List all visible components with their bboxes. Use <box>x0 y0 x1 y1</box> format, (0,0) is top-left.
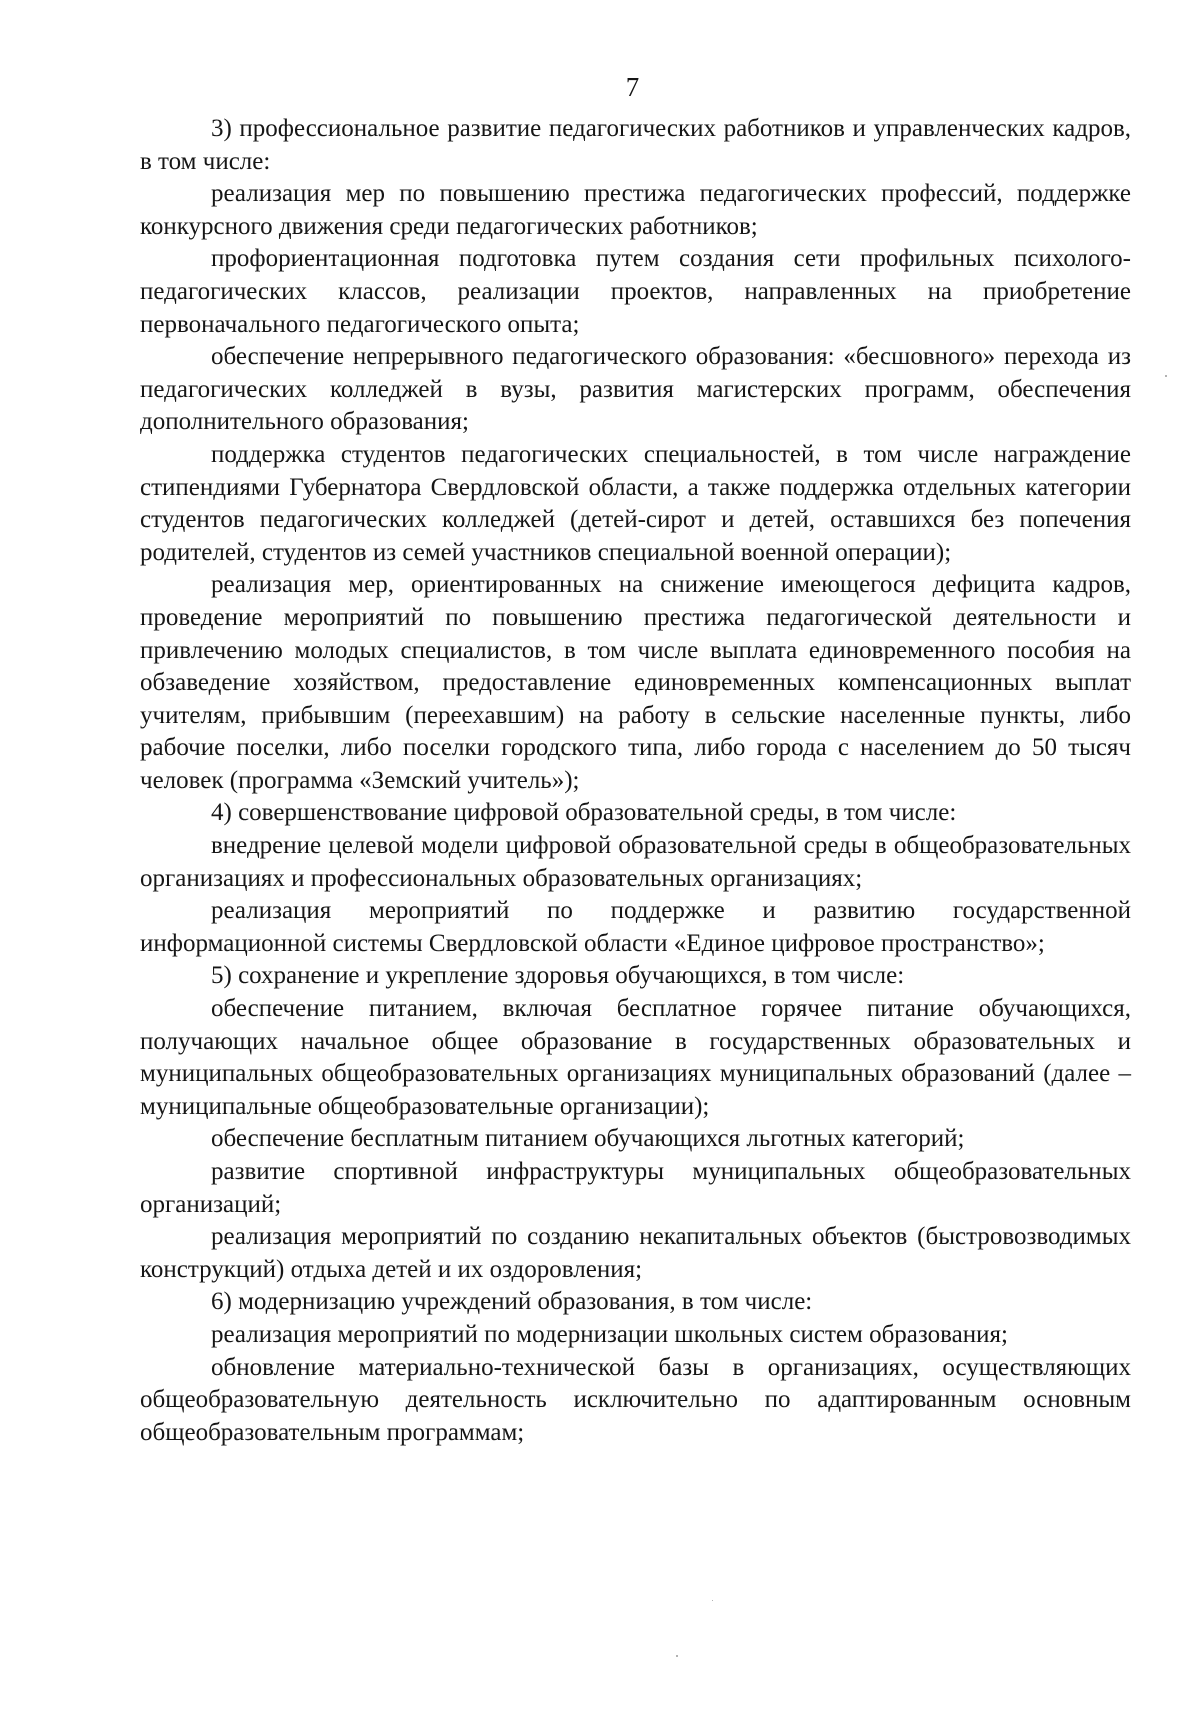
page-number: 7 <box>625 72 640 102</box>
paragraph: внедрение целевой модели цифровой образовательной среды в общеобразовательных организациях и профессиональных образовательных организациях; <box>140 832 1131 892</box>
paragraph: реализация мер, ориентированных на снижение имеющегося дефицита кадров, проведение мероприятий по повышению престижа педагогической деятельности и привлечению молодых специалистов, в том числе выплата единовременного пособия на обзаведение хозяйством, предоставление единовременных компенсационных выплат учителям, прибывшим (переехавшим) на работу в сельские населенные пункты, либо рабочие поселки, либо поселки городского типа, либо города с населением до 50 тысяч человек (программа «Земский учитель»); <box>140 571 1131 794</box>
paragraph-5-heading: 5) сохранение и укрепление здоровья обучающихся, в том числе: <box>211 962 905 990</box>
scan-speck <box>712 1600 713 1601</box>
paragraph: обеспечение питанием, включая бесплатное горячее питание обучающихся, получающих начальное общее образование в государственных образовательных и муниципальных общеобразовательных организациях муниципальных образований (далее – муниципальные общеобразовательные организации); <box>140 995 1131 1120</box>
paragraph: реализация мероприятий по созданию некапитальных объектов (быстровозводимых конструкций) отдыха детей и их оздоровления; <box>140 1223 1131 1283</box>
document-body <box>140 113 1131 1449</box>
paragraph: обеспечение бесплатным питанием обучающихся льготных категорий; <box>211 1125 965 1153</box>
paragraph: развитие спортивной инфраструктуры муниципальных общеобразовательных организаций; <box>140 1158 1131 1218</box>
paragraph: профориентационная подготовка путем создания сети профильных психолого-педагогических классов, реализации проектов, направленных на приобретение первоначального педагогического опыта; <box>140 245 1131 338</box>
paragraph: поддержка студентов педагогических специальностей, в том числе награждение стипендиями Губернатора Свердловской области, а также поддержка отдельных категории студентов педагогических колледжей (детей-сирот и детей, оставшихся без попечения родителей, студентов из семей участников специальной военной операции); <box>140 440 1131 566</box>
scan-speck <box>676 1655 678 1657</box>
paragraph: обеспечение непрерывного педагогического образования: «бесшовного» перехода из педагогических колледжей в вузы, развития магистерских программ, обеспечения дополнительного образования; <box>140 343 1131 436</box>
paragraph-3-heading: 3) профессиональное развитие педагогических работников и управленческих кадров, в том числе: <box>140 115 1131 175</box>
paragraph: реализация мер по повышению престижа педагогических профессий, поддержке конкурсного движения среди педагогических работников; <box>140 180 1131 240</box>
paragraph: реализация мероприятий по поддержке и развитию государственной информационной системы Свердловской области «Единое цифровое пространство»; <box>140 897 1131 957</box>
paragraph: реализация мероприятий по модернизации школьных систем образования; <box>211 1320 1008 1348</box>
scan-speck <box>1165 375 1167 377</box>
paragraph-4-heading: 4) совершенствование цифровой образовательной среды, в том числе: <box>211 799 957 827</box>
paragraph: обновление материально-технической базы в организациях, осуществляющих общеобразовательную деятельность исключительно по адаптированным основным общеобразовательным программам; <box>140 1353 1131 1446</box>
paragraph-6-heading: 6) модернизацию учреждений образования, в том числе: <box>211 1288 813 1316</box>
